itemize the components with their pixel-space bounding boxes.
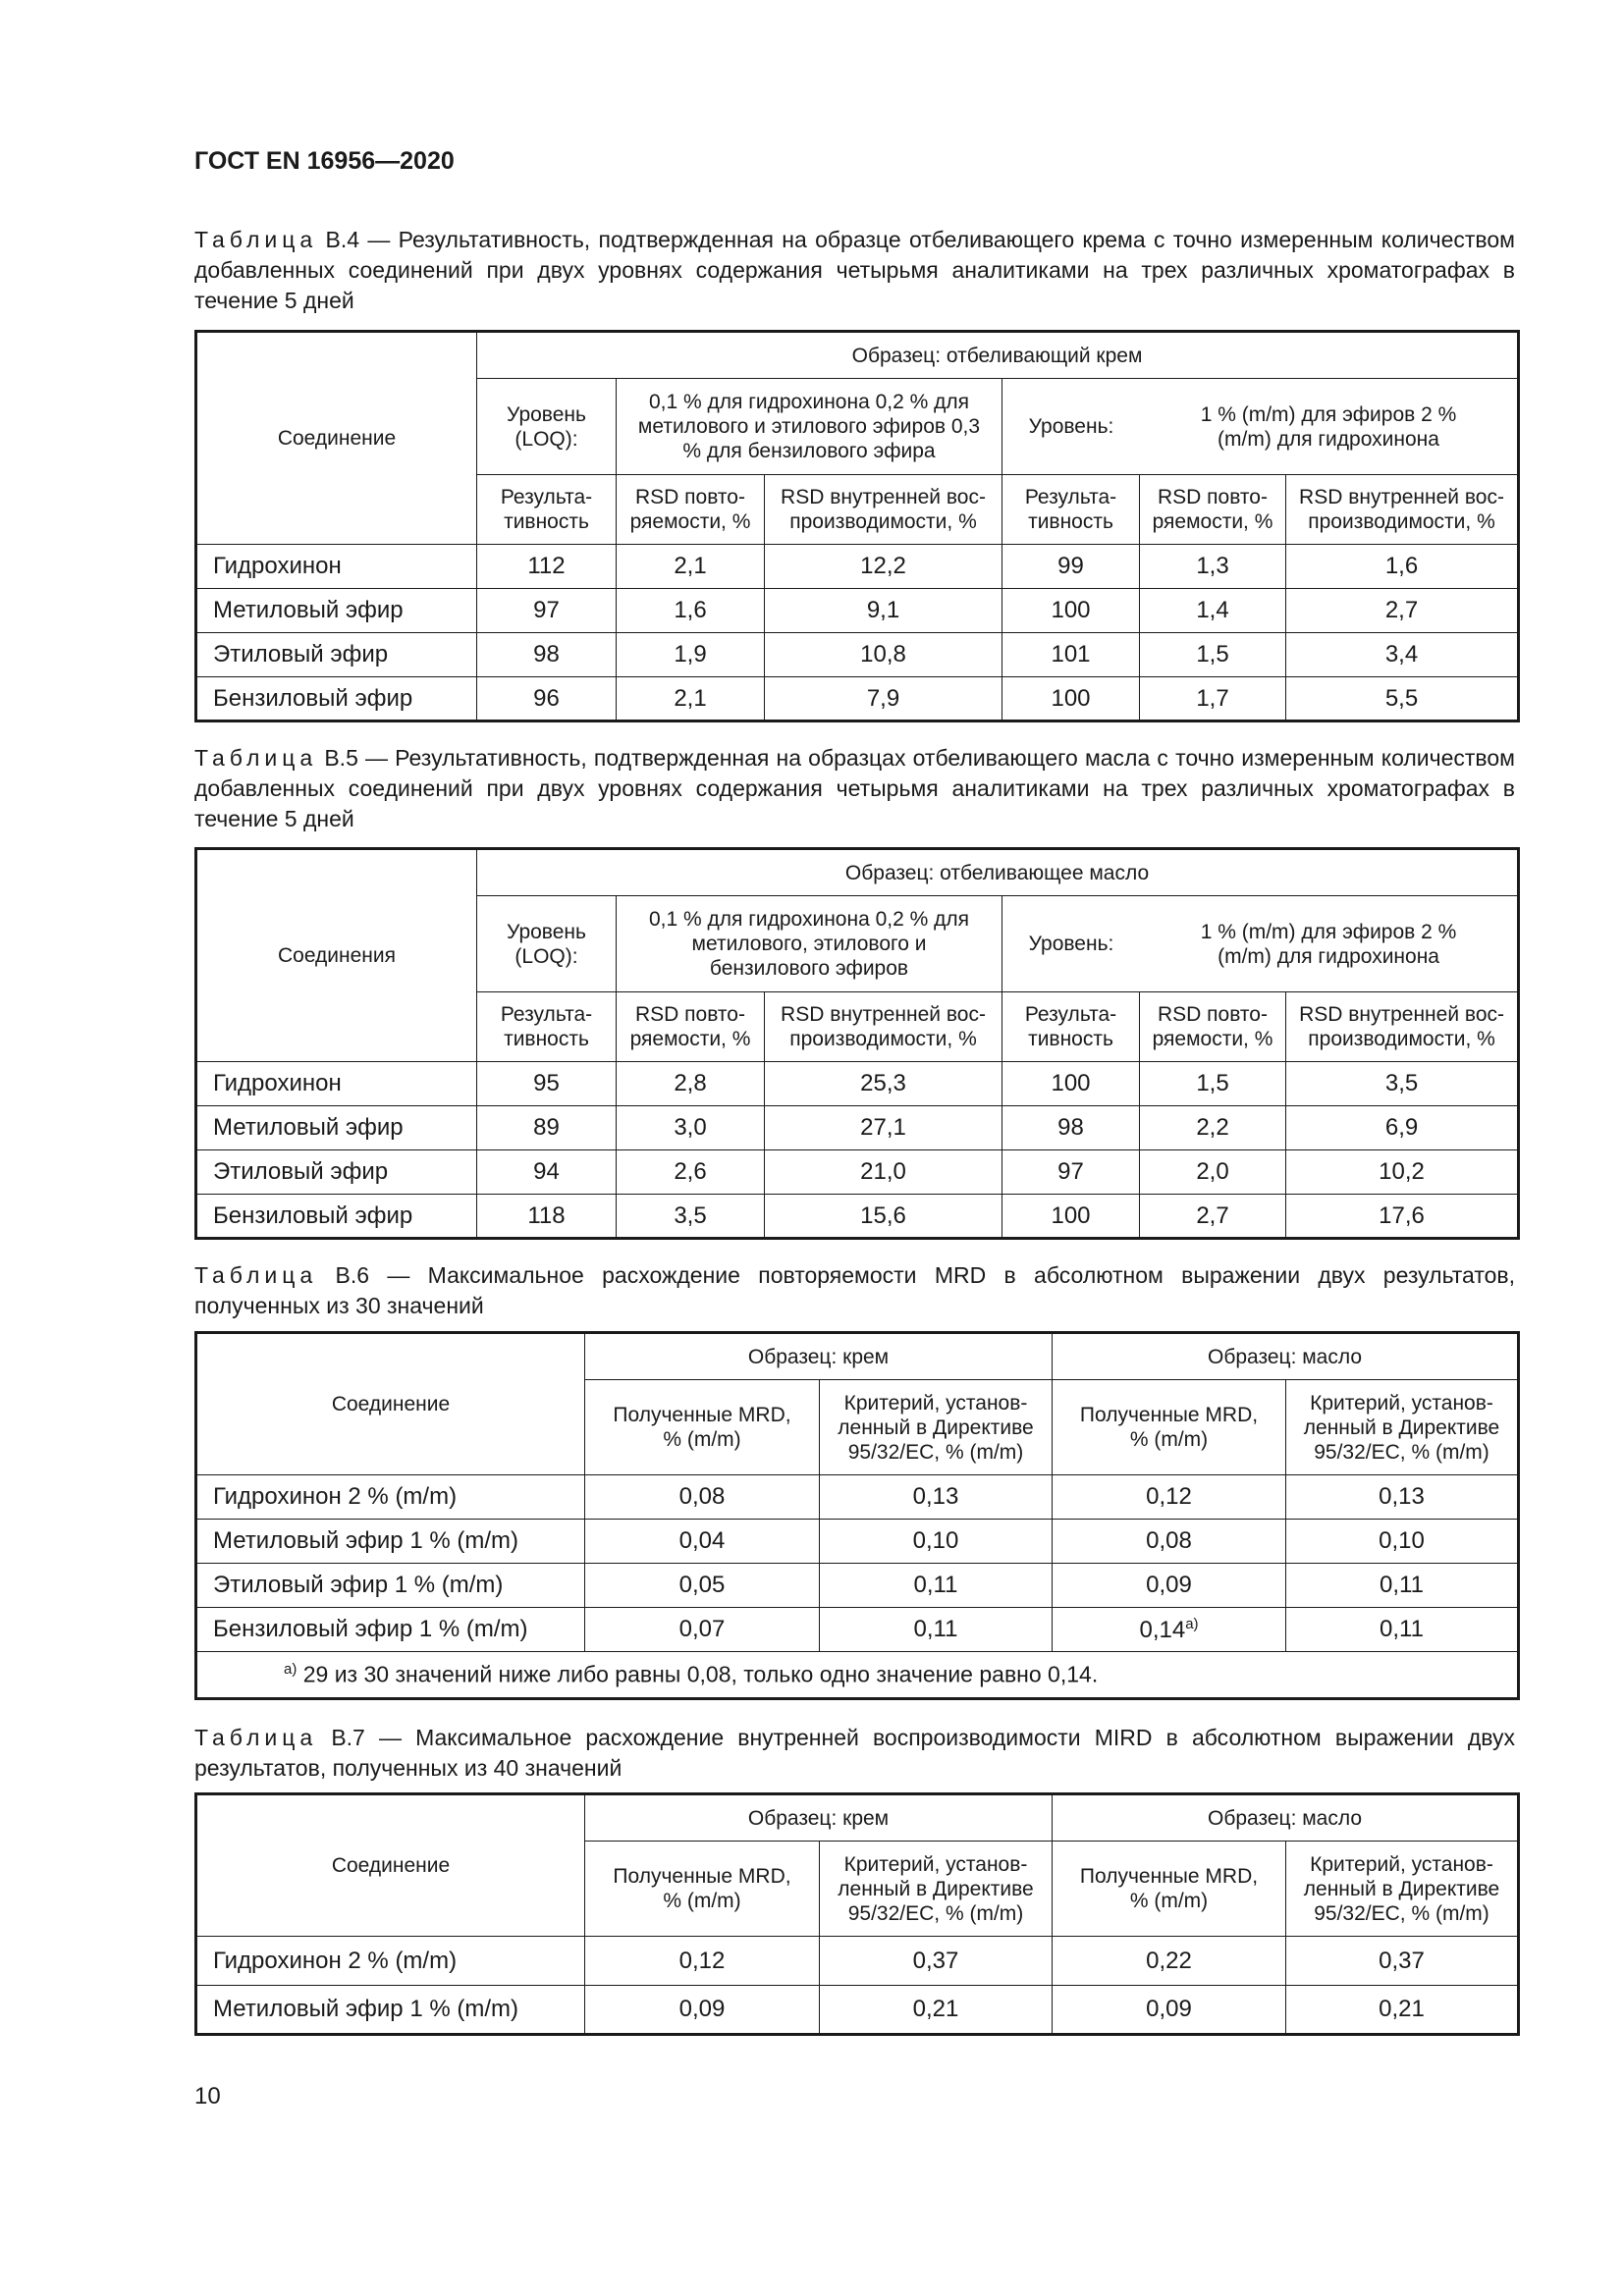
level2-cell (1002, 896, 1519, 992)
row-label: Этиловый эфир 1 % (m/m) (196, 1564, 585, 1608)
cell: 2,0 (1140, 1150, 1286, 1195)
col-obtained: Полученные MRD, % (m/m) (1053, 1380, 1286, 1475)
row-label: Бензиловый эфир (196, 1195, 477, 1239)
table-b6 (194, 1331, 1520, 1700)
level2-label: Уровень: (1028, 933, 1114, 955)
caption-text: B.7 — Максимальное расхождение внутренней воспроизводимости MIRD в абсолютном выражении двух результатов, полученных из 40 значений (194, 1725, 1516, 1781)
cell: 27,1 (765, 1106, 1002, 1150)
col-criterion: Критерий, установ-ленный в Директиве 95/32/EC, % (m/m) (820, 1842, 1053, 1937)
table-row (196, 589, 1519, 633)
cell: 98 (1002, 1106, 1140, 1150)
cell: 0,09 (1053, 1564, 1286, 1608)
caption-text: B.6 — Максимальное расхождение повторяемости MRD в абсолютном выражении двух результатов, полученных из 30 значений (194, 1262, 1515, 1318)
footnote-marker: а) (284, 1661, 298, 1679)
cell: 2,7 (1140, 1195, 1286, 1239)
col-obtained: Полученные MRD, % (m/m) (585, 1842, 820, 1937)
caption-text: B.5 — Результативность, подтвержденная на образцах отбеливающего масла с точно измеренным количеством добавленных соединений при двух уровнях содержания четырьмя аналитиками на трех различных хроматографах в течение 5 дней (194, 745, 1515, 831)
cell: 0,21 (820, 1986, 1053, 2035)
cell: 97 (477, 589, 617, 633)
cell: 0,05 (585, 1564, 820, 1608)
cell: 0,12 (585, 1937, 820, 1986)
compound-header: Соединения (196, 849, 477, 1062)
cell: 100 (1002, 677, 1140, 721)
col-rsd-ir: RSD внутренней вос-производимости, % (1286, 992, 1519, 1062)
cell: 5,5 (1286, 677, 1519, 721)
col-rsd-ir: RSD внутренней вос-производимости, % (1286, 475, 1519, 545)
row-label: Метиловый эфир (196, 1106, 477, 1150)
table-row (196, 545, 1519, 589)
cream-header: Образец: крем (585, 1794, 1053, 1842)
col-criterion: Критерий, установ-ленный в Директиве 95/32/EC, % (m/m) (820, 1380, 1053, 1475)
col-rsd-r: RSD повто-ряемости, % (1140, 475, 1286, 545)
row-label: Этиловый эфир (196, 633, 477, 677)
cell: 0,10 (1286, 1520, 1519, 1564)
table-label: Таблица (194, 1262, 318, 1288)
table-row (196, 1986, 1519, 2035)
cell: 2,7 (1286, 589, 1519, 633)
table-row (196, 1195, 1519, 1239)
oil-header: Образец: масло (1053, 1333, 1519, 1380)
col-rsd-ir: RSD внутренней вос-производимости, % (765, 992, 1002, 1062)
col-result: Результа-тивность (477, 475, 617, 545)
cell: 7,9 (765, 677, 1002, 721)
table-label: Таблица (194, 1725, 318, 1750)
table-b5 (194, 847, 1520, 1240)
cell: 0,11 (820, 1608, 1053, 1652)
footnote-text: 29 из 30 значений ниже либо равны 0,08, только одно значение равно 0,14. (302, 1661, 1099, 1687)
page-number: 10 (194, 2083, 221, 2109)
cell: 0,22 (1053, 1937, 1286, 1986)
col-obtained: Полученные MRD, % (m/m) (585, 1380, 820, 1475)
cell-with-footnote (1053, 1608, 1286, 1652)
cell: 2,1 (617, 545, 765, 589)
cell: 9,1 (765, 589, 1002, 633)
cell: 89 (477, 1106, 617, 1150)
cell: 1,7 (1140, 677, 1286, 721)
level1-label: Уровень (LOQ): (477, 379, 617, 475)
cell: 0,12 (1053, 1475, 1286, 1520)
row-label: Бензиловый эфир (196, 677, 477, 721)
cell: 97 (1002, 1150, 1140, 1195)
table-b7-caption (194, 1723, 1515, 1784)
level2-label: Уровень: (1028, 415, 1114, 438)
table-row (196, 633, 1519, 677)
col-result: Результа-тивность (477, 992, 617, 1062)
table-footnote (196, 1652, 1519, 1699)
cell: 0,11 (1286, 1564, 1519, 1608)
cell: 0,08 (1053, 1520, 1286, 1564)
compound-header: Соединение (196, 1333, 585, 1475)
level2-value: 1 % (m/m) для эфиров 2 % (m/m) для гидрохинона (1200, 402, 1457, 451)
cell: 100 (1002, 1195, 1140, 1239)
table-row (196, 1150, 1519, 1195)
row-label: Метиловый эфир 1 % (m/m) (196, 1986, 585, 2035)
cell: 25,3 (765, 1062, 1002, 1106)
table-row (196, 1106, 1519, 1150)
table-b4 (194, 330, 1520, 722)
cell: 15,6 (765, 1195, 1002, 1239)
row-label: Бензиловый эфир 1 % (m/m) (196, 1608, 585, 1652)
cell: 98 (477, 633, 617, 677)
table-b4-caption (194, 225, 1515, 316)
compound-header: Соединение (196, 1794, 585, 1937)
cell: 2,2 (1140, 1106, 1286, 1150)
row-label: Гидрохинон 2 % (m/m) (196, 1937, 585, 1986)
cell: 1,3 (1140, 545, 1286, 589)
cell: 112 (477, 545, 617, 589)
cell: 0,09 (1053, 1986, 1286, 2035)
table-row (196, 1062, 1519, 1106)
cell: 95 (477, 1062, 617, 1106)
row-label: Метиловый эфир 1 % (m/m) (196, 1520, 585, 1564)
cell: 1,4 (1140, 589, 1286, 633)
level2-cell (1002, 379, 1519, 475)
cell: 17,6 (1286, 1195, 1519, 1239)
cell: 0,08 (585, 1475, 820, 1520)
table-label: Таблица (194, 227, 318, 252)
cell: 0,11 (820, 1564, 1053, 1608)
cell: 3,5 (617, 1195, 765, 1239)
footnote-marker: а) (1185, 1615, 1199, 1632)
col-rsd-ir: RSD внутренней вос-производимости, % (765, 475, 1002, 545)
compound-header: Соединение (196, 332, 477, 545)
cell: 0,13 (820, 1475, 1053, 1520)
col-criterion: Критерий, установ-ленный в Директиве 95/32/EC, % (m/m) (1286, 1380, 1519, 1475)
cell: 1,6 (617, 589, 765, 633)
cell: 0,13 (1286, 1475, 1519, 1520)
col-result: Результа-тивность (1002, 475, 1140, 545)
cell-value: 0,14 (1139, 1616, 1186, 1643)
cell: 118 (477, 1195, 617, 1239)
level1-label: Уровень (LOQ): (477, 896, 617, 992)
table-b5-caption (194, 743, 1515, 834)
cell: 0,10 (820, 1520, 1053, 1564)
caption-text: B.4 — Результативность, подтвержденная на образце отбеливающего крема с точно измеренным количеством добавленных соединений при двух уровнях содержания четырьмя аналитиками на трех различных хроматографах в течение 5 дней (194, 227, 1515, 313)
table-row (196, 1564, 1519, 1608)
cell: 6,9 (1286, 1106, 1519, 1150)
col-criterion: Критерий, установ-ленный в Директиве 95/32/EC, % (m/m) (1286, 1842, 1519, 1937)
col-rsd-r: RSD повто-ряемости, % (617, 475, 765, 545)
cell: 1,9 (617, 633, 765, 677)
col-result: Результа-тивность (1002, 992, 1140, 1062)
cell: 3,4 (1286, 633, 1519, 677)
cell: 10,2 (1286, 1150, 1519, 1195)
cell: 100 (1002, 1062, 1140, 1106)
cell: 1,6 (1286, 545, 1519, 589)
cell: 0,11 (1286, 1608, 1519, 1652)
cream-header: Образец: крем (585, 1333, 1053, 1380)
table-b6-caption (194, 1260, 1515, 1321)
col-rsd-r: RSD повто-ряемости, % (617, 992, 765, 1062)
level1-value: 0,1 % для гидрохинона 0,2 % для метилового и этилового эфиров 0,3 % для бензилового эфира (617, 379, 1002, 475)
cell: 0,07 (585, 1608, 820, 1652)
cell: 2,1 (617, 677, 765, 721)
cell: 12,2 (765, 545, 1002, 589)
level2-value: 1 % (m/m) для эфиров 2 % (m/m) для гидрохинона (1200, 920, 1457, 968)
row-label: Метиловый эфир (196, 589, 477, 633)
cell: 21,0 (765, 1150, 1002, 1195)
col-obtained: Полученные MRD, % (m/m) (1053, 1842, 1286, 1937)
row-label: Гидрохинон (196, 1062, 477, 1106)
cell: 10,8 (765, 633, 1002, 677)
document-header: ГОСТ EN 16956—2020 (194, 147, 455, 175)
table-b7 (194, 1792, 1520, 2036)
sample-header: Образец: отбеливающее масло (477, 849, 1519, 896)
cell: 0,09 (585, 1986, 820, 2035)
row-label: Гидрохинон 2 % (m/m) (196, 1475, 585, 1520)
cell: 1,5 (1140, 633, 1286, 677)
col-rsd-r: RSD повто-ряемости, % (1140, 992, 1286, 1062)
table-row (196, 677, 1519, 721)
row-label: Гидрохинон (196, 545, 477, 589)
cell: 99 (1002, 545, 1140, 589)
table-row (196, 1937, 1519, 1986)
cell: 0,04 (585, 1520, 820, 1564)
table-row (196, 1520, 1519, 1564)
cell: 100 (1002, 589, 1140, 633)
table-label: Таблица (194, 745, 318, 771)
level1-value: 0,1 % для гидрохинона 0,2 % для метилового, этилового и бензилового эфиров (617, 896, 1002, 992)
cell: 2,8 (617, 1062, 765, 1106)
cell: 96 (477, 677, 617, 721)
row-label: Этиловый эфир (196, 1150, 477, 1195)
cell: 1,5 (1140, 1062, 1286, 1106)
sample-header: Образец: отбеливающий крем (477, 332, 1519, 379)
oil-header: Образец: масло (1053, 1794, 1519, 1842)
cell: 2,6 (617, 1150, 765, 1195)
cell: 0,37 (820, 1937, 1053, 1986)
cell: 3,0 (617, 1106, 765, 1150)
cell: 3,5 (1286, 1062, 1519, 1106)
cell: 101 (1002, 633, 1140, 677)
table-row (196, 1608, 1519, 1652)
table-row (196, 1475, 1519, 1520)
cell: 0,37 (1286, 1937, 1519, 1986)
cell: 0,21 (1286, 1986, 1519, 2035)
cell: 94 (477, 1150, 617, 1195)
